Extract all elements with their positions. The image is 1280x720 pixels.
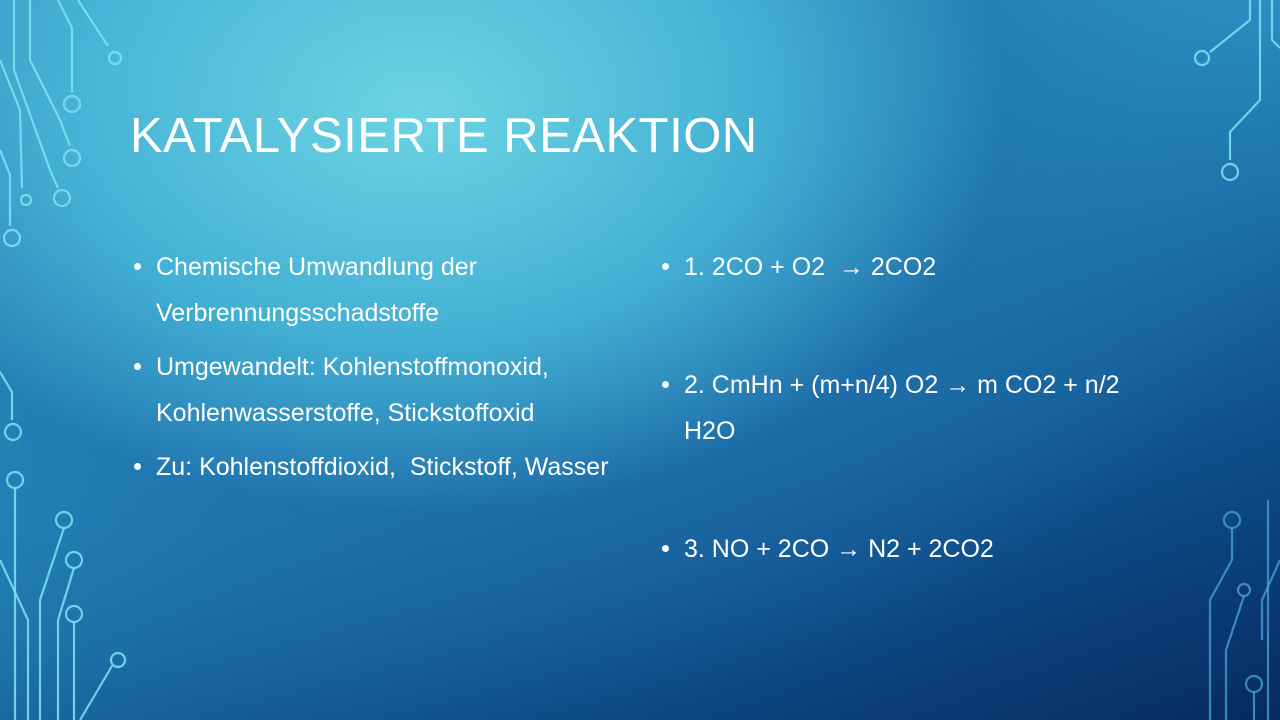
slide-title: KATALYSIERTE REAKTION	[130, 109, 758, 163]
left-bullet-list	[132, 244, 632, 490]
list-item	[132, 244, 632, 336]
bullet-icon	[134, 363, 141, 370]
left-column	[132, 244, 632, 498]
list-item	[660, 362, 1130, 454]
reaction-equation: 1. 2CO + O2 → 2CO2	[684, 253, 937, 281]
circuit-top-left	[0, 0, 121, 246]
bullet-icon	[662, 263, 669, 270]
bullet-icon	[134, 263, 141, 270]
right-column	[660, 244, 1130, 572]
list-item	[660, 526, 1130, 572]
circuit-top-right	[1195, 0, 1280, 180]
list-item-text: Zu: Kohlenstoffdioxid, Stickstoff, Wasser	[156, 453, 609, 481]
list-item	[132, 344, 632, 436]
right-bullet-list	[660, 244, 1130, 572]
reaction-equation: 3. NO + 2CO → N2 + 2CO2	[684, 535, 994, 563]
list-item	[660, 244, 1130, 290]
bullet-icon	[134, 463, 141, 470]
list-item-text: Umgewandelt: Kohlenstoffmonoxid, Kohlenwasserstoffe, Stickstoffoxid	[156, 353, 549, 427]
circuit-bottom-left	[0, 372, 125, 720]
bullet-icon	[662, 545, 669, 552]
list-item-text: Chemische Umwandlung der Verbrennungsschadstoffe	[156, 253, 477, 327]
list-item	[132, 444, 632, 490]
circuit-bottom-right	[1210, 500, 1280, 720]
reaction-equation: 2. CmHn + (m+n/4) O2 → m CO2 + n/2 H2O	[684, 371, 1120, 445]
bullet-icon	[662, 381, 669, 388]
